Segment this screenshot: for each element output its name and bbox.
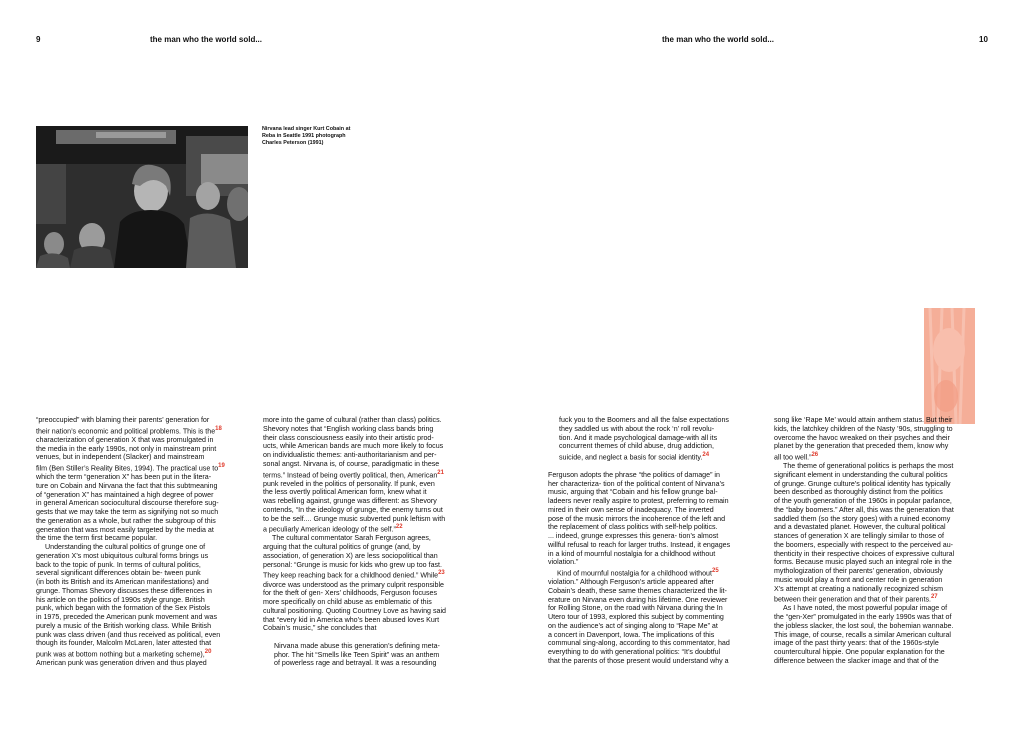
text-line	[263, 416, 495, 425]
text-line-content: the “gen-Xer” promulgated in the early 1990s was that of	[774, 613, 952, 622]
text-line	[263, 497, 495, 506]
footnote-mark[interactable]: 24	[702, 452, 710, 458]
text-line	[36, 552, 268, 561]
text-line	[36, 462, 268, 473]
footnote-mark[interactable]: 20	[204, 649, 212, 656]
text-line	[774, 604, 1006, 613]
text-line-content: saddled them (so the story goes) with a ruined economy	[774, 514, 951, 523]
text-line	[36, 587, 268, 596]
text-line	[36, 604, 268, 613]
text-line-content: ladeers never really aspire to protest, preferring to remain	[548, 497, 729, 506]
text-line	[263, 598, 495, 607]
text-line	[263, 616, 495, 625]
text-line-content: contends, “In the ideology of grunge, the enemy turns out	[263, 505, 443, 514]
text-line-content: on the audience’s act of singing along to “Rape Me” at	[548, 621, 718, 630]
text-line-content: image of the past thirty years: that of the 1960s-style	[774, 639, 939, 648]
text-line	[36, 648, 268, 659]
text-line-content: her characteriza- tion of the political content of Nirvana’s	[548, 479, 725, 488]
text-line-content: though its founder, Malcolm McLaren, later attested that	[36, 639, 212, 648]
text-line-content: on individualistic themes: anti-authoritarianism and per-	[263, 451, 437, 459]
text-line-content: for the theft of gen- Xers’ childhoods, Ferguson focuses	[263, 589, 438, 598]
text-line-content: more specifically on child abuse as emblematic of this	[263, 598, 432, 607]
footnote-mark[interactable]: 21	[437, 469, 444, 476]
text-line-content: violation.” Although Ferguson’s article appeared after	[548, 578, 714, 587]
text-line-content: violation.”	[548, 558, 579, 567]
text-line	[548, 488, 780, 497]
caption-line: Reba in Seattle 1991 photograph	[262, 133, 346, 139]
text-line	[263, 460, 495, 469]
text-line-content: ucts, while American bands are much more likely to focus	[263, 442, 444, 451]
text-line	[774, 593, 1006, 604]
text-line	[548, 442, 780, 451]
text-line-content: that the parents of those present would understand why a	[548, 656, 729, 665]
text-line	[774, 613, 1006, 622]
text-line	[36, 425, 268, 436]
text-line	[36, 659, 268, 668]
text-line-content: for Rolling Stone, on the road with Nirvana during the In	[548, 604, 723, 613]
text-line-content: suicide, and neglect a basis for social identity.	[559, 453, 703, 462]
text-line-content: association, of generation X) are less sociopolitical than	[263, 551, 438, 560]
text-line-content: punk was class driven (and thus received as political, even	[36, 630, 221, 639]
footnote-mark[interactable]: 25	[711, 568, 719, 575]
text-line	[36, 491, 268, 500]
text-line	[774, 657, 1006, 666]
text-line-content: the “baby boomers.” After all, this was the generation that	[774, 505, 954, 514]
text-line	[774, 515, 1006, 524]
text-line	[774, 558, 1006, 567]
text-line	[36, 517, 268, 526]
text-line	[774, 585, 1006, 594]
text-line-content: stances of generation X are tellingly similar to those of	[774, 532, 944, 541]
text-line	[263, 552, 495, 561]
text-line-content: pose of the music mirrors the incoherence of the left and	[548, 514, 726, 523]
caption-line: Nirvana lead singer Kurt Cobain at	[262, 126, 351, 132]
text-line-content: terms.” Instead of being overtly political, then, American	[263, 470, 438, 479]
text-line-content: mythologization of their parents’ generation, obviously	[774, 567, 943, 576]
text-line-content: As I have noted, the most powerful popular image of	[783, 604, 948, 613]
text-line	[774, 541, 1006, 550]
text-line-content: gests that we may take the term as signifying not so much	[36, 508, 219, 517]
text-line-content: The theme of generational politics is perhaps the most	[783, 462, 954, 471]
text-line	[263, 569, 495, 580]
text-line	[36, 508, 268, 517]
text-line	[548, 550, 780, 559]
text-line-content: song like ‘Rape Me’ would attain anthem status. But their	[774, 416, 953, 424]
text-line-content: a peculiarly American ideology of the self.”	[263, 525, 396, 534]
text-line	[774, 471, 1006, 480]
text-line-content: the boomers, especially with respect to the perceived au-	[774, 540, 954, 549]
text-line-content: X’s attempt at creating a nationally recognized schism	[774, 584, 944, 593]
text-line	[263, 589, 495, 598]
text-line	[36, 622, 268, 631]
text-line-content: grunge. Thomas Shevory discusses these differences in	[36, 586, 212, 595]
text-line	[548, 434, 780, 443]
text-line-content: in general American sociocultural discourse therefore sug-	[36, 499, 219, 508]
text-line	[263, 624, 495, 633]
text-line-content: the media in the early 1990s, not only in mainstream print	[36, 444, 217, 453]
text-line-content: of “generation X” has maintained a high degree of power	[36, 490, 214, 499]
text-line	[263, 607, 495, 616]
text-line	[774, 416, 1006, 425]
text-line-content: The cultural commentator Sarah Ferguson agrees,	[272, 534, 431, 543]
text-line	[263, 425, 495, 434]
text-line-content: personal: “Grunge is music for kids who grew up too fast.	[263, 560, 442, 569]
text-line	[774, 488, 1006, 497]
text-line	[774, 425, 1006, 434]
text-line	[263, 642, 495, 651]
text-line-content: of the youth generation of the 1960s in popular parlance,	[774, 497, 952, 506]
text-line	[774, 497, 1006, 506]
text-line-content: They keep reaching back for a childhood denied.” While	[263, 571, 439, 580]
text-line-content: arguing that the cultural politics of grunge (and, by	[263, 543, 421, 552]
text-line-content: back to the topic of punk. In terms of cultural politics,	[36, 560, 201, 569]
text-line	[263, 659, 495, 668]
text-line-content: between their generation and that of their parents.	[774, 595, 931, 604]
text-line-content: erature on Nirvana even during his lifetime. One reviewer	[548, 595, 728, 604]
text-line	[263, 434, 495, 443]
text-line-content: his article on the politics of 1990s style grunge. British	[36, 595, 205, 604]
text-line	[774, 506, 1006, 515]
text-line-content: all too well.”	[774, 453, 812, 462]
text-line-content: they saddled us with about the rock ‘n’ roll revolu-	[559, 424, 715, 433]
text-line-content: This image, of course, recalls a similar American cultural	[774, 630, 952, 639]
text-line-content: punk, which began with the formation of the Sex Pistols	[36, 604, 210, 613]
column-4	[774, 416, 1006, 666]
text-line-content: kids, the latchkey children of the Nasty ’90s, struggling to	[774, 424, 953, 433]
text-line	[774, 532, 1006, 541]
text-line-content: punk was at bottom nothing but a marketing scheme),	[36, 650, 205, 659]
text-line-content: “preoccupied” with blaming their parents’ generation for	[36, 416, 210, 424]
text-line	[548, 622, 780, 631]
text-line-content: which the term “generation X” has been put in the litera-	[36, 473, 212, 482]
text-line-content: American punk was generation driven and thus played	[36, 659, 207, 668]
text-line	[548, 471, 780, 480]
text-line-content: divorce was understood as the primary culprit responsible	[263, 580, 444, 589]
footnote-mark[interactable]: 26	[811, 452, 819, 458]
text-line	[548, 532, 780, 541]
text-line	[36, 416, 268, 425]
text-line-content: Kind of mournful nostalgia for a childhood without	[557, 569, 712, 578]
text-line	[36, 543, 268, 552]
text-line	[774, 434, 1006, 443]
text-line-content: purely a music of the British working class. While British	[36, 621, 212, 630]
text-line-content: ... indeed, grunge expresses this genera- tion’s almost	[548, 532, 719, 541]
text-line-content: their class consciousness easily into their artistic prod-	[263, 433, 434, 442]
text-line	[548, 631, 780, 640]
text-line	[774, 480, 1006, 489]
text-line-content: generation that was most easily targeted by the media at	[36, 525, 214, 534]
text-line	[36, 445, 268, 454]
left-page-number: 9	[36, 35, 41, 44]
text-line-content: of grunge. Grunge culture’s political identity has typically	[774, 479, 951, 488]
text-line-content: communal sing-along, according to this commentator, had	[548, 639, 730, 648]
text-line	[263, 543, 495, 552]
column-3	[548, 416, 780, 666]
left-running-head: the man who the world sold...	[150, 35, 263, 44]
text-line-content: phor. The hit “Smells like Teen Spirit” was an anthem	[274, 650, 440, 659]
text-line-content: more into the game of cultural (rather than class) politics.	[263, 416, 442, 424]
text-line	[36, 578, 268, 587]
text-line-content: Cobain’s music,” she concludes that	[263, 624, 377, 633]
text-line	[36, 596, 268, 605]
text-line-content: a concert in Davenport, Iowa. The implications of this	[548, 630, 715, 639]
text-line	[548, 558, 780, 567]
text-line-content: the jobless slacker, the lost soul, the bohemian wannabe.	[774, 621, 954, 630]
text-line	[36, 631, 268, 640]
text-line	[36, 473, 268, 482]
text-line	[548, 497, 780, 506]
text-line-content: ture on Cobain and Nirvana the fact that this subtmeaning	[36, 481, 218, 490]
text-line-content: tion. And it made psychological damage-with all its	[559, 433, 718, 442]
text-line-content: the less overtly political American form, knew what it	[263, 488, 427, 497]
text-line-content: significant element in understanding the cultural politics	[774, 470, 948, 479]
text-line	[548, 639, 780, 648]
text-line	[548, 480, 780, 489]
text-line-content: several significant differences obtain be- tween punk	[36, 569, 201, 578]
text-line	[548, 613, 780, 622]
text-line-content: sonal angst. Nirvana is, of course, paradigmatic in these	[263, 459, 440, 468]
text-line-content: the time the term first became popular.	[36, 534, 158, 543]
text-line	[774, 523, 1006, 532]
text-line-content: in a kind of mournful nostalgia for a childhood without	[548, 549, 716, 558]
text-line-content: the generation as a whole, but rather the subgroup of this	[36, 516, 216, 525]
text-line-content: Nirvana made abuse this generation’s defining meta-	[274, 641, 440, 650]
right-page-number: 10	[979, 35, 988, 44]
column-1	[36, 416, 268, 668]
text-line	[263, 515, 495, 524]
text-line	[774, 550, 1006, 559]
text-line	[263, 534, 495, 543]
photo-caption	[262, 126, 392, 147]
text-line	[548, 425, 780, 434]
text-line-content: overcome the havoc wreaked on their psyches and their	[774, 433, 950, 442]
paragraph-gap	[548, 462, 780, 471]
text-line-content: to be the self.... Grunge music subverted punk leftism with	[263, 514, 446, 523]
text-line	[774, 462, 1006, 471]
text-line-content: of powerless rage and betrayal. It was a resounding	[274, 659, 437, 668]
text-line	[774, 576, 1006, 585]
text-line-content: planet by the generation that preceded them, know why	[774, 442, 949, 451]
text-line-content: and a devastated planet. However, the cultural political	[774, 523, 946, 532]
text-line-content: in 1975, preceded the American punk movement and was	[36, 613, 218, 622]
text-line-content: Cobain’s death, these same themes characterized the lit-	[548, 586, 727, 595]
text-line-content: difference between the slacker image and that of the	[774, 656, 939, 665]
text-line-content: their nation’s economic and political problems. This is the	[36, 427, 216, 436]
footnote-mark[interactable]: 19	[218, 463, 225, 470]
text-line-content: been described as thoroughly distinct from the politics	[774, 488, 943, 497]
text-line	[548, 523, 780, 532]
text-line	[548, 541, 780, 550]
text-line-content: characterization of generation X that was promulgated in	[36, 435, 214, 444]
text-line	[36, 436, 268, 445]
column-2	[263, 416, 495, 668]
text-line-content: Shevory notes that “English working class bands bring	[263, 424, 434, 433]
cobain-photo	[36, 126, 248, 268]
text-line-content: thenticity in their respective choices of expressive cultural	[774, 549, 955, 558]
text-line-content: everything to do with generational politics: “It’s doubtful	[548, 648, 721, 657]
text-line-content: that “every kid in America who’s been abused loves Kurt	[263, 615, 440, 624]
text-line	[774, 648, 1006, 657]
text-line	[774, 567, 1006, 576]
right-running-head: the man who the world sold...	[662, 35, 775, 44]
text-line-content: willful refusal to reach for larger truths. Instead, it engages	[548, 540, 731, 549]
text-line-content: forms. Because music played such an integral role in the	[774, 558, 952, 567]
text-line	[36, 453, 268, 462]
text-line	[548, 506, 780, 515]
text-line-content: concurrent themes of child abuse, drug addiction,	[559, 442, 714, 451]
text-line	[36, 499, 268, 508]
text-line	[263, 506, 495, 515]
text-line	[263, 561, 495, 570]
text-line	[774, 631, 1006, 640]
text-line-content: music would play a front and center role in generation	[774, 575, 943, 584]
text-line	[548, 604, 780, 613]
text-line	[263, 451, 495, 460]
text-line	[36, 569, 268, 578]
text-line-content: was rebelling against, grunge was different: as Shevory	[263, 497, 437, 506]
text-line	[774, 442, 1006, 451]
text-line	[548, 567, 780, 578]
text-line-content: mired in their own sense of inadequacy. The inverted	[548, 505, 714, 514]
text-line	[263, 651, 495, 660]
text-line-content: Utero tour of 1993, explored this subject by commenting	[548, 613, 724, 622]
text-line-content: Understanding the cultural politics of grunge one of	[45, 543, 206, 552]
text-line-content: venues, but in independent (Slacker) and mainstream	[36, 453, 205, 462]
text-line	[263, 469, 495, 480]
text-line	[263, 488, 495, 497]
text-line	[548, 657, 780, 666]
decorative-pink-image	[924, 308, 975, 424]
text-line	[36, 482, 268, 491]
text-line	[548, 587, 780, 596]
caption-line: Charles Peterson (1991)	[262, 140, 324, 146]
text-line-content: cultural positioning. Quoting Courtney Love as having said	[263, 606, 446, 615]
text-line-content: punk reveled in the politics of personality. If punk, even	[263, 479, 435, 488]
text-line	[263, 581, 495, 590]
text-line-content: the replacement of class politics with self-help politics.	[548, 523, 718, 532]
paragraph-gap	[263, 633, 495, 642]
text-line	[263, 523, 495, 534]
text-line	[774, 622, 1006, 631]
footnote-mark[interactable]: 27	[930, 594, 938, 601]
text-line	[548, 648, 780, 657]
text-line	[263, 442, 495, 451]
text-line-content: (in both its British and its American manifestations) and	[36, 578, 209, 587]
text-line	[548, 596, 780, 605]
text-line-content: countercultural hippie. One popular explanation for the	[774, 648, 945, 657]
text-line	[548, 451, 780, 462]
text-line	[36, 639, 268, 648]
footnote-mark[interactable]: 18	[215, 425, 222, 432]
text-line	[263, 480, 495, 489]
text-line	[36, 613, 268, 622]
text-line-content: fuck you to the Boomers and all the false expectations	[559, 416, 729, 424]
text-line-content: generation X’s most ubiquitous cultural forms brings us	[36, 551, 209, 560]
text-line-content: Ferguson adopts the phrase “the politics of damage” in	[548, 470, 720, 479]
text-line	[548, 578, 780, 587]
text-line	[36, 534, 268, 543]
text-line	[36, 561, 268, 570]
text-line-content: music, arguing that “Cobain and his fellow grunge bal-	[548, 488, 718, 497]
footnote-mark[interactable]: 22	[395, 524, 403, 531]
text-line	[548, 416, 780, 425]
text-line	[774, 451, 1006, 462]
text-line	[36, 526, 268, 535]
text-line	[774, 639, 1006, 648]
text-line-content: film (Ben Stiller’s Reality Bites, 1994). The practical use to	[36, 464, 219, 473]
text-line	[548, 515, 780, 524]
footnote-mark[interactable]: 23	[438, 570, 445, 577]
